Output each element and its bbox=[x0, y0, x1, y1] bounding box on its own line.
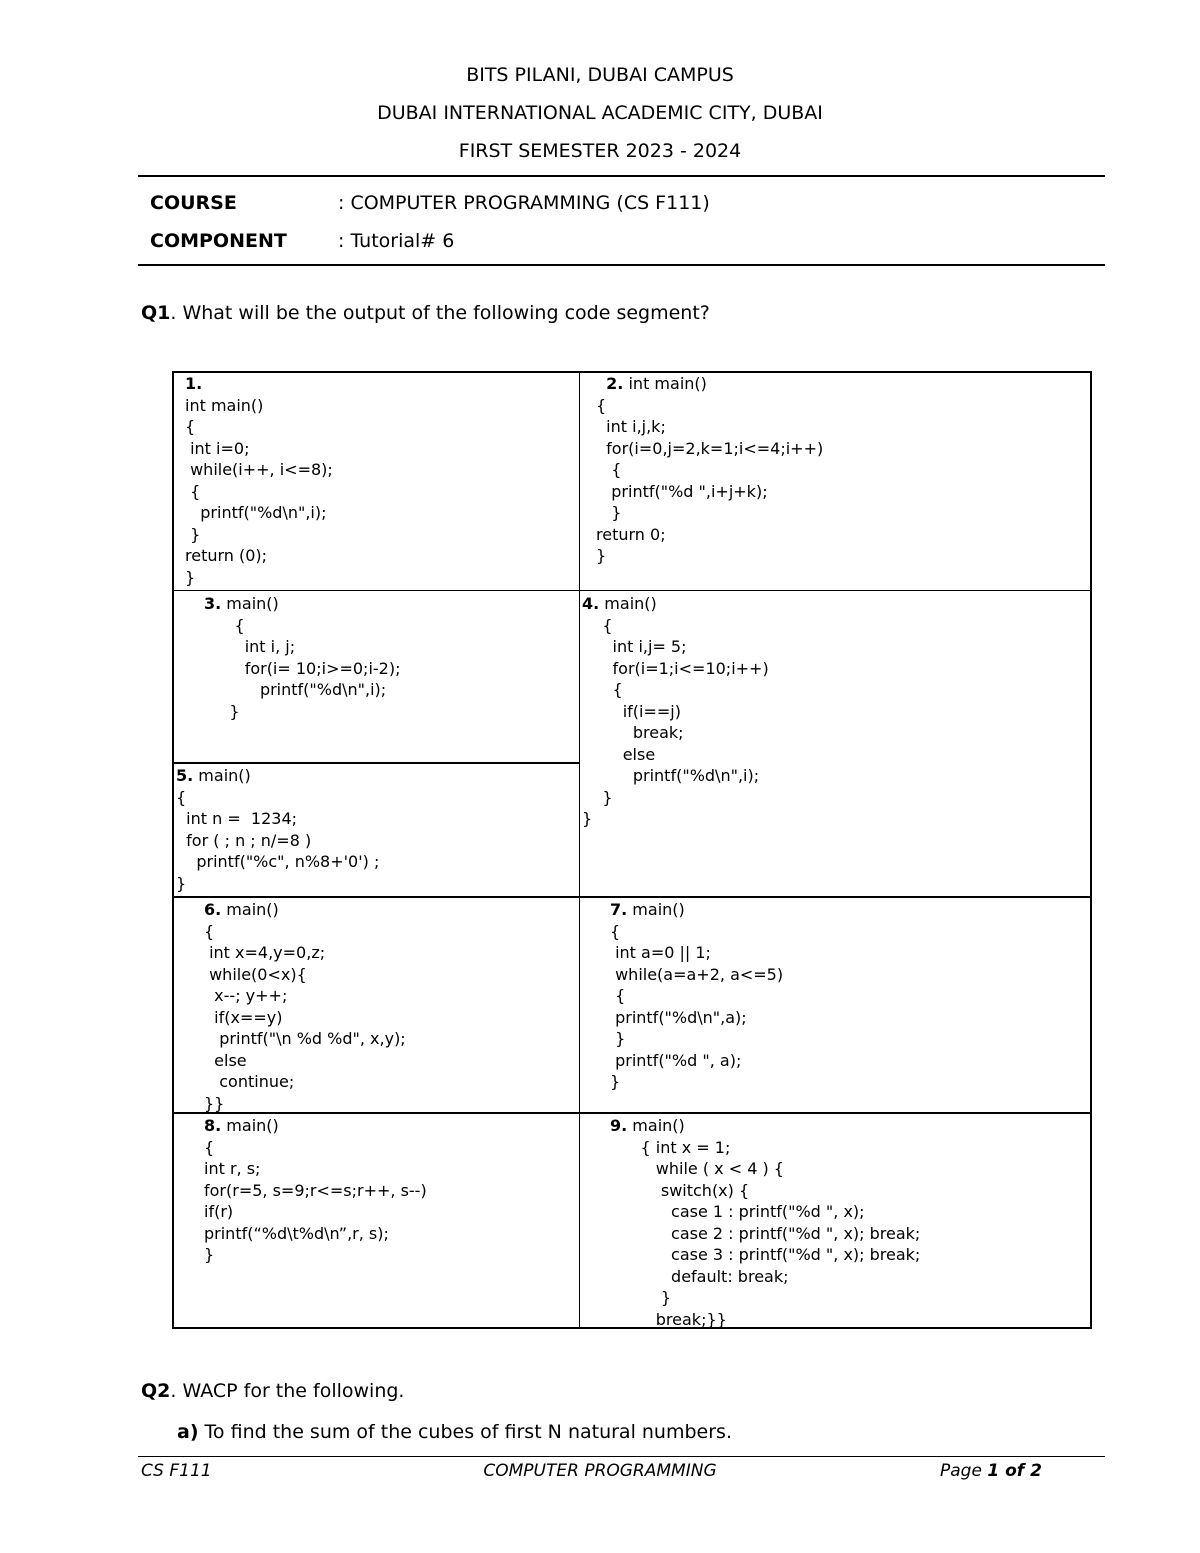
institution-location: DUBAI INTERNATIONAL ACADEMIC CITY, DUBAI bbox=[377, 102, 823, 124]
row-divider-2 bbox=[173, 896, 1091, 898]
snippet-7 bbox=[610, 899, 783, 1093]
course-value: : COMPUTER PROGRAMMING (CS F111) bbox=[338, 192, 710, 214]
snippet-9-code: main() { int x = 1; while ( x < 4 ) { switch(x) { case 1 : printf("%d ", x); case 2 : printf("%d ", x); break; case 3 : printf("%d ", x); break; default: break; } break;}} bbox=[632, 1116, 921, 1329]
snippet-7-number: 7. bbox=[610, 900, 628, 919]
question-2a-text: To find the sum of the cubes of first N natural numbers. bbox=[198, 1421, 732, 1443]
footer-rule bbox=[138, 1456, 1105, 1457]
snippet-2 bbox=[596, 373, 823, 567]
question-2a-label: a) bbox=[177, 1421, 199, 1443]
snippet-6-number: 6. bbox=[204, 900, 222, 919]
component-value: : Tutorial# 6 bbox=[338, 230, 455, 252]
snippet-8 bbox=[204, 1115, 427, 1266]
snippet-4-number: 4. bbox=[582, 594, 600, 613]
footer-of-word: of bbox=[999, 1461, 1031, 1481]
snippet-2-code: int main() { int i,j,k; for(i=0,j=2,k=1;i<=4;i++) { printf("%d ",i+j+k); } return 0; } bbox=[596, 374, 824, 565]
snippet-2-number: 2. bbox=[606, 374, 624, 393]
footer-page-word: Page bbox=[940, 1461, 988, 1481]
question-2a bbox=[177, 1421, 732, 1443]
header-rule-top bbox=[138, 175, 1105, 177]
snippet-5-code: main() { int n = 1234; for ( ; n ; n/=8 ) printf("%c", n%8+'0') ; } bbox=[176, 766, 380, 893]
row-divider-3-5 bbox=[173, 762, 579, 764]
semester-title: FIRST SEMESTER 2023 - 2024 bbox=[458, 140, 742, 162]
snippet-8-code: main() { int r, s; for(r=5, s=9;r<=s;r++, s--) if(r) printf(“%d\t%d\n”,r, s); } bbox=[204, 1116, 427, 1264]
snippet-4-code: main() { int i,j= 5; for(i=1;i<=10;i++) { if(i==j) break; else printf("%d\n",i); } } bbox=[582, 594, 769, 828]
footer-course-title: COMPUTER PROGRAMMING bbox=[483, 1461, 717, 1481]
snippet-9 bbox=[610, 1115, 920, 1330]
header-rule-bottom bbox=[138, 264, 1105, 266]
question-1 bbox=[141, 302, 710, 324]
snippet-8-number: 8. bbox=[204, 1116, 222, 1135]
course-label: COURSE bbox=[150, 192, 237, 214]
snippet-1-number: 1. bbox=[185, 374, 203, 393]
footer-page-number bbox=[940, 1461, 1042, 1481]
component-label: COMPONENT bbox=[150, 230, 287, 252]
snippet-3-code: main() { int i, j; for(i= 10;i>=0;i-2); printf("%d\n",i); } bbox=[226, 594, 401, 721]
footer-page-current: 1 bbox=[987, 1461, 1000, 1481]
question-2-text: . WACP for the following. bbox=[170, 1380, 405, 1402]
footer-course-code: CS F111 bbox=[141, 1461, 212, 1481]
question-2-label: Q2 bbox=[141, 1380, 171, 1402]
snippet-9-number: 9. bbox=[610, 1116, 628, 1135]
snippet-6-code: main() { int x=4,y=0,z; while(0<x){ x--; y++; if(x==y) printf("\n %d %d", x,y); else continue; }} bbox=[204, 900, 406, 1113]
row-divider-1 bbox=[173, 590, 1091, 591]
snippet-3-number: 3. bbox=[204, 594, 222, 613]
snippet-7-code: main() { int a=0 || 1; while(a=a+2, a<=5) { printf("%d\n",a); } printf("%d ", a); } bbox=[610, 900, 784, 1091]
question-2 bbox=[141, 1380, 404, 1402]
question-1-label: Q1 bbox=[141, 302, 171, 324]
code-table-divider bbox=[579, 372, 580, 1328]
snippet-3 bbox=[204, 593, 400, 722]
snippet-4 bbox=[582, 593, 769, 830]
snippet-1 bbox=[185, 373, 333, 588]
snippet-1-code: int main() { int i=0; while(i++, i<=8); { printf("%d\n",i); } return (0); } bbox=[185, 395, 333, 587]
snippet-6 bbox=[204, 899, 406, 1114]
snippet-5 bbox=[176, 765, 379, 894]
footer-page-total: 2 bbox=[1030, 1461, 1042, 1481]
institution-name: BITS PILANI, DUBAI CAMPUS bbox=[466, 64, 734, 86]
question-1-text: . What will be the output of the following code segment? bbox=[170, 302, 710, 324]
snippet-5-number: 5. bbox=[176, 766, 194, 785]
